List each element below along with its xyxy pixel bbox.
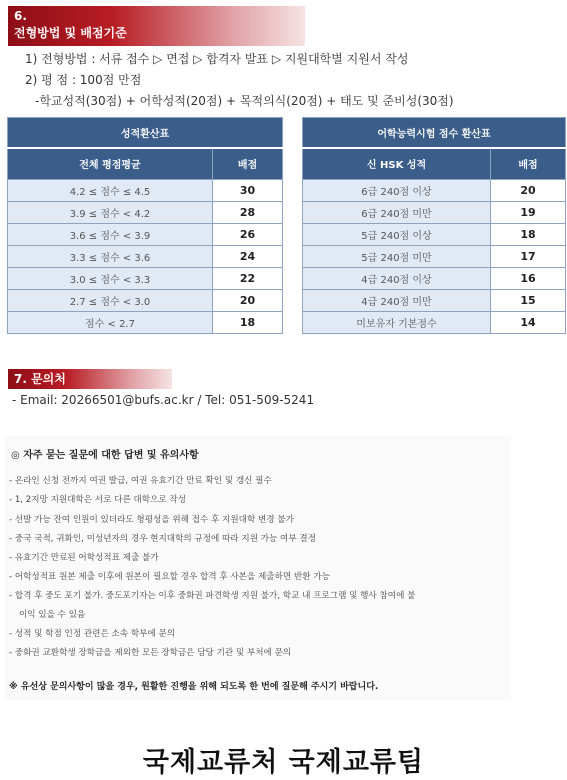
gpa-range: 4.2 ≤ 점수 ≤ 4.5 [8, 180, 213, 202]
table-row [8, 224, 283, 246]
gpa-points: 18 [213, 312, 283, 334]
hsk-range: 미보유자 기본점수 [303, 312, 491, 334]
hsk-range: 6급 240점 미만 [303, 202, 491, 224]
hsk-range: 5급 240점 이상 [303, 224, 491, 246]
section-6-header [8, 6, 305, 46]
gpa-range: 3.9 ≤ 점수 < 4.2 [8, 202, 213, 224]
hsk-points: 15 [491, 290, 566, 312]
table-row [303, 246, 566, 268]
hsk-points: 19 [491, 202, 566, 224]
score-breakdown-line: -학교성적(30점) + 어학성적(20점) + 목적의식(20점) + 태도 및 준비성(30점) [35, 94, 454, 108]
gpa-points: 26 [213, 224, 283, 246]
faq-box [5, 436, 511, 700]
section-7-header [8, 369, 172, 389]
table-row [8, 312, 283, 334]
list-item: - 어학성적표 원본 제출 이후에 원본이 필요할 경우 합격 후 사본을 제출하면 반환 가능 [9, 572, 330, 582]
gpa-points: 30 [213, 180, 283, 202]
score-total-line: 2) 평 점 : 100점 만점 [25, 73, 142, 87]
list-item: - 온라인 신청 전까지 여권 발급, 여권 유효기간 만료 확인 및 갱신 필수 [9, 476, 272, 486]
table-row [8, 180, 283, 202]
table-row [303, 180, 566, 202]
gpa-range: 3.0 ≤ 점수 < 3.3 [8, 268, 213, 290]
hsk-points-header: 배점 [491, 148, 566, 180]
gpa-points-header: 배점 [213, 148, 283, 180]
hsk-col-header: 신 HSK 성적 [303, 148, 491, 180]
faq-title: ◎ 자주 묻는 질문에 대한 답변 및 유의사항 [11, 450, 199, 461]
section-7-title: 7. 문의처 [14, 372, 66, 386]
hsk-conversion-table [302, 117, 566, 334]
gpa-range: 점수 < 2.7 [8, 312, 213, 334]
gpa-points: 20 [213, 290, 283, 312]
gpa-points: 22 [213, 268, 283, 290]
gpa-table-caption: 성적환산표 [8, 118, 283, 148]
gpa-range: 2.7 ≤ 점수 < 3.0 [8, 290, 213, 312]
hsk-points: 17 [491, 246, 566, 268]
table-row [303, 224, 566, 246]
table-row [303, 202, 566, 224]
table-row [303, 290, 566, 312]
hsk-range: 4급 240점 이상 [303, 268, 491, 290]
table-row [8, 290, 283, 312]
gpa-conversion-table [7, 117, 283, 334]
footer-department: 국제교류처 국제교류팀 [142, 747, 425, 778]
table-row [8, 268, 283, 290]
list-item: 이익 있을 수 있음 [19, 610, 86, 620]
list-item: - 선발 가능 잔여 인원이 있더라도 형평성을 위해 접수 후 지원대학 변경 불가 [9, 515, 294, 525]
gpa-range: 3.3 ≤ 점수 < 3.6 [8, 246, 213, 268]
hsk-range: 4급 240점 미만 [303, 290, 491, 312]
hsk-points: 14 [491, 312, 566, 334]
table-row [303, 268, 566, 290]
section-6-number: 6. [14, 9, 27, 23]
table-row [303, 312, 566, 334]
hsk-points: 20 [491, 180, 566, 202]
list-item: - 합격 후 중도 포기 불가. 중도포기자는 이후 중화권 파견학생 지원 불가, 학교 내 프로그램 및 행사 참여에 불 [9, 591, 416, 601]
section-6-title: 전형방법 및 배점기준 [14, 26, 127, 40]
gpa-col-header: 전체 평점평균 [8, 148, 213, 180]
hsk-table-caption: 어학능력시험 점수 환산표 [303, 118, 566, 148]
hsk-range: 5급 240점 미만 [303, 246, 491, 268]
hsk-points: 16 [491, 268, 566, 290]
hsk-range: 6급 240점 이상 [303, 180, 491, 202]
list-item: - 성적 및 학점 인정 관련은 소속 학부에 문의 [9, 629, 176, 639]
list-item: - 1, 2지망 지원대학은 서로 다른 대학으로 작성 [9, 495, 187, 505]
list-item: - 중화권 교환학생 장학금을 제외한 모든 장학금은 담당 기관 및 부처에 문의 [9, 648, 292, 658]
list-item: - 중국 국적, 귀화인, 미성년자의 경우 현지대학의 규정에 따라 지원 가능 여부 결정 [9, 534, 316, 544]
table-row [8, 246, 283, 268]
selection-method-line: 1) 전형방법 : 서류 접수 ▷ 면접 ▷ 합격자 발표 ▷ 지원대학별 지원서 작성 [25, 52, 409, 66]
gpa-points: 28 [213, 202, 283, 224]
hsk-points: 18 [491, 224, 566, 246]
gpa-points: 24 [213, 246, 283, 268]
table-row [8, 202, 283, 224]
contact-line: - Email: 20266501@bufs.ac.kr / Tel: 051-509-5241 [12, 393, 315, 407]
list-item: - 유효기간 만료된 어학성적표 제출 불가 [9, 553, 159, 563]
faq-note: ※ 유선상 문의사항이 많을 경우, 원활한 진행을 위해 되도록 한 번에 질문해 주시기 바랍니다. [9, 682, 379, 692]
gpa-range: 3.6 ≤ 점수 < 3.9 [8, 224, 213, 246]
